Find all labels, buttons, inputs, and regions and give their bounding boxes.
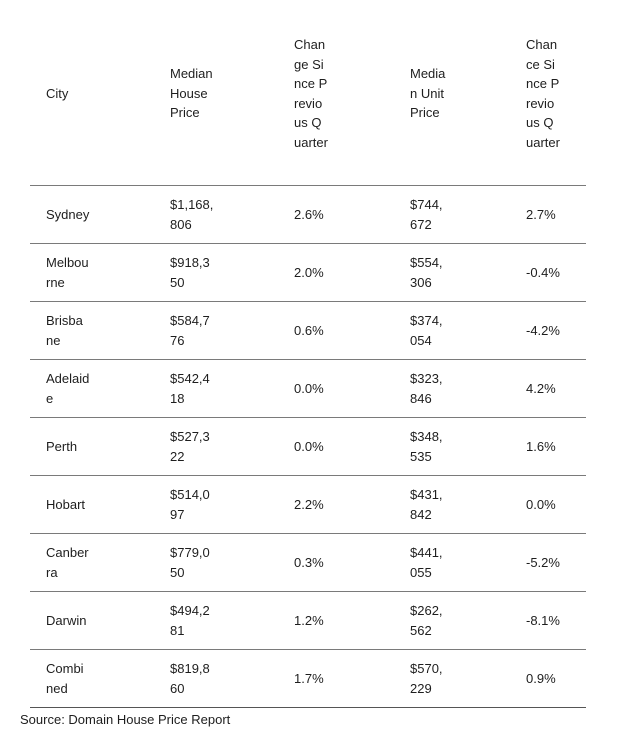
table-row (30, 592, 586, 650)
cell-unit-change: 1.6% (510, 418, 586, 476)
table-body (30, 186, 586, 708)
cell-house-change: 0.6% (278, 302, 394, 360)
cell-unit-change: -8.1% (510, 592, 586, 650)
cell-house-change: 2.0% (278, 244, 394, 302)
cell-unit-price: $570,229 (394, 650, 510, 708)
cell-unit-change: -4.2% (510, 302, 586, 360)
header-house-change: Change Since Previous Quarter (278, 0, 394, 186)
table-row (30, 476, 586, 534)
cell-house-change: 0.0% (278, 418, 394, 476)
price-table-container (30, 0, 586, 708)
cell-city: Combined (30, 650, 154, 708)
cell-house-price: $918,350 (154, 244, 278, 302)
header-row (30, 0, 586, 186)
cell-house-change: 0.0% (278, 360, 394, 418)
cell-house-price: $527,322 (154, 418, 278, 476)
cell-city: Canberra (30, 534, 154, 592)
cell-unit-change: 0.9% (510, 650, 586, 708)
cell-unit-change: 0.0% (510, 476, 586, 534)
cell-unit-price: $431,842 (394, 476, 510, 534)
cell-house-change: 2.6% (278, 186, 394, 244)
cell-house-price: $542,418 (154, 360, 278, 418)
cell-city: Adelaide (30, 360, 154, 418)
cell-house-change: 0.3% (278, 534, 394, 592)
table-row (30, 186, 586, 244)
cell-unit-price: $744,672 (394, 186, 510, 244)
table-row (30, 534, 586, 592)
cell-unit-price: $374,054 (394, 302, 510, 360)
cell-city: Hobart (30, 476, 154, 534)
cell-unit-price: $441,055 (394, 534, 510, 592)
cell-unit-change: -5.2% (510, 534, 586, 592)
source-note: Source: Domain House Price Report (20, 712, 231, 727)
table-row (30, 650, 586, 708)
cell-unit-price: $323,846 (394, 360, 510, 418)
header-unit-change: Chance Since Previous Quarter (510, 0, 586, 186)
header-median-house-price: Median House Price (154, 0, 278, 186)
table-row (30, 418, 586, 476)
table-row (30, 244, 586, 302)
cell-house-price: $1,168,806 (154, 186, 278, 244)
cell-unit-price: $262,562 (394, 592, 510, 650)
table-row (30, 360, 586, 418)
cell-city: Perth (30, 418, 154, 476)
cell-house-change: 1.7% (278, 650, 394, 708)
cell-unit-price: $348,535 (394, 418, 510, 476)
cell-house-change: 1.2% (278, 592, 394, 650)
cell-house-price: $494,281 (154, 592, 278, 650)
cell-unit-change: -0.4% (510, 244, 586, 302)
cell-unit-price: $554,306 (394, 244, 510, 302)
cell-house-price: $819,860 (154, 650, 278, 708)
cell-city: Sydney (30, 186, 154, 244)
cell-city: Melbourne (30, 244, 154, 302)
table-header (30, 0, 586, 186)
cell-house-price: $514,097 (154, 476, 278, 534)
header-city: City (30, 0, 154, 186)
cell-city: Brisbane (30, 302, 154, 360)
cell-city: Darwin (30, 592, 154, 650)
house-price-table (30, 0, 586, 708)
cell-house-price: $584,776 (154, 302, 278, 360)
cell-house-change: 2.2% (278, 476, 394, 534)
cell-unit-change: 4.2% (510, 360, 586, 418)
table-row (30, 302, 586, 360)
cell-unit-change: 2.7% (510, 186, 586, 244)
header-median-unit-price: Median Unit Price (394, 0, 510, 186)
cell-house-price: $779,050 (154, 534, 278, 592)
